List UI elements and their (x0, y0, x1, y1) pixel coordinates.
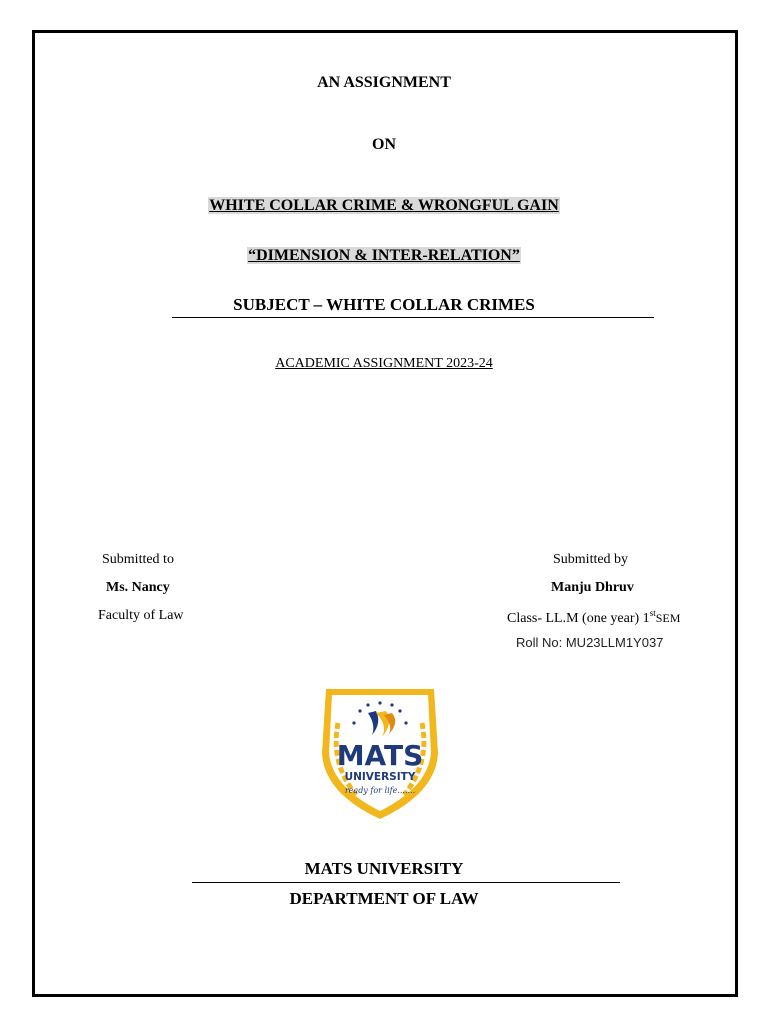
submitted-by-class (507, 608, 680, 627)
mats-university-logo (316, 683, 444, 823)
submitted-by-name: Manju Dhruv (551, 580, 634, 595)
logo-sub: UNIVERSITY (344, 771, 416, 783)
logo-tagline: ready for life....... (344, 786, 416, 795)
on-label: ON (372, 136, 396, 153)
class-text: Class- LL.M (one year) 1 (507, 611, 650, 626)
footer-rule (192, 882, 620, 883)
department-name: DEPARTMENT OF LAW (289, 889, 479, 908)
topic-title (0, 197, 768, 215)
topic-title-text: WHITE COLLAR CRIME & WRONGFUL GAIN (209, 197, 559, 214)
assignment-heading: AN ASSIGNMENT (317, 74, 451, 91)
academic-year (0, 356, 768, 372)
class-ordinal: st (649, 608, 656, 618)
submitted-to-dept: Faculty of Law (98, 608, 184, 623)
logo-word: MATS (336, 739, 424, 772)
class-sem: SEM (655, 611, 681, 625)
academic-year-text: ACADEMIC ASSIGNMENT 2023-24 (275, 356, 493, 371)
submitted-by-label: Submitted by (553, 552, 629, 567)
submitted-to-name: Ms. Nancy (106, 580, 170, 595)
subject-rule (172, 317, 654, 318)
submitted-to-label: Submitted to (102, 552, 174, 567)
topic-subtitle-text: “DIMENSION & INTER-RELATION” (248, 247, 520, 264)
subject-line: SUBJECT – WHITE COLLAR CRIMES (233, 295, 535, 314)
roll-number: Roll No: MU23LLM1Y037 (516, 635, 664, 650)
university-name: MATS UNIVERSITY (304, 859, 464, 878)
topic-subtitle (0, 247, 768, 265)
page-border (32, 30, 738, 997)
